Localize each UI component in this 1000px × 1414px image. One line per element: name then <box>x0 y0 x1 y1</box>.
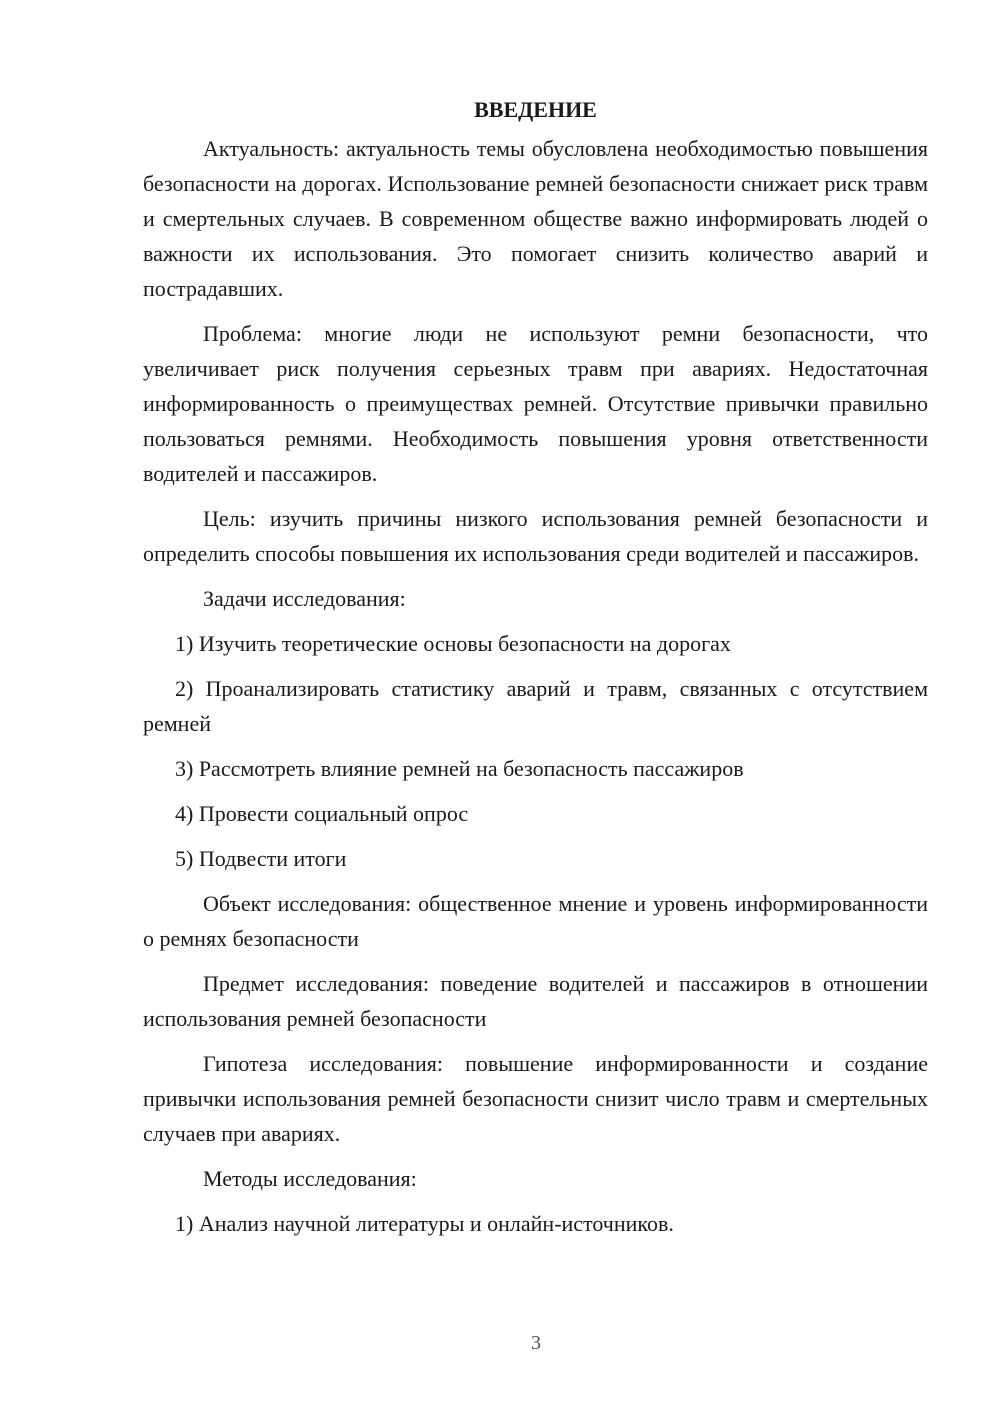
problem-paragraph: Проблема: многие люди не используют ремни безопасности, что увеличивает риск получения серьезных травм при авариях. Недостаточная информированность о преимуществах ремней. Отсутствие привычки правильно пользоваться ремнями. Необходимость повышения уровня ответственности водителей и пассажиров. <box>143 321 928 486</box>
methods-label: Методы исследования: <box>203 1166 417 1191</box>
task-item: 3) Рассмотреть влияние ремней на безопасность пассажиров <box>175 756 744 781</box>
relevance-paragraph: Актуальность: актуальность темы обусловлена необходимостью повышения безопасности на дорогах. Использование ремней безопасности снижает риск травм и смертельных случаев. В современном обществе важно информировать людей о важности их использования. Это помогает снизить количество аварий и пострадавших. <box>143 136 928 301</box>
task-item: 2) Проанализировать статистику аварий и травм, связанных с отсутствием ремней <box>143 676 928 736</box>
document-page <box>143 92 928 1251</box>
method-item: 1) Анализ научной литературы и онлайн-источников. <box>175 1211 674 1236</box>
goal-paragraph: Цель: изучить причины низкого использования ремней безопасности и определить способы повышения их использования среди водителей и пассажиров. <box>143 506 928 566</box>
hypothesis-paragraph: Гипотеза исследования: повышение информированности и создание привычки использования ремней безопасности снизит число травм и смертельных случаев при авариях. <box>143 1051 928 1146</box>
subject-paragraph: Предмет исследования: поведение водителей и пассажиров в отношении использования ремней безопасности <box>143 971 928 1031</box>
object-paragraph: Объект исследования: общественное мнение и уровень информированности о ремнях безопасности <box>143 891 928 951</box>
tasks-label: Задачи исследования: <box>203 586 406 611</box>
section-title: ВВЕДЕНИЕ <box>474 97 597 122</box>
task-item: 1) Изучить теоретические основы безопасности на дорогах <box>175 631 731 656</box>
task-item: 4) Провести социальный опрос <box>175 801 469 826</box>
page-number: 3 <box>531 1332 541 1354</box>
task-item: 5) Подвести итоги <box>175 846 347 871</box>
